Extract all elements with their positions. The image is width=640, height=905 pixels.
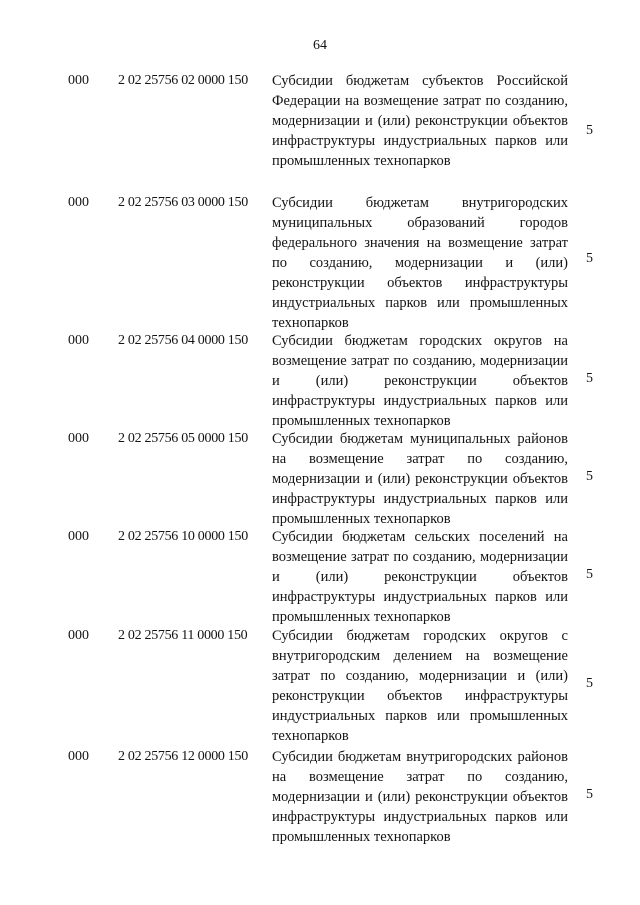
admin-code: 000 <box>68 628 89 643</box>
budget-classification-code: 2 02 25756 11 0000 150 <box>118 628 248 643</box>
income-description: Субсидии бюджетам субъектов Российской Федерации на возмещение затрат по созданию, модернизации и (или) реконструкции объектов инфраструктуры индустриальных парков или промышленных технопарков <box>272 73 568 169</box>
admin-code: 000 <box>68 195 89 210</box>
income-description: Субсидии бюджетам городских округов на возмещение затрат по созданию, модернизации и (или) реконструкции объектов инфраструктуры индустриальных парков или промышленных технопарков <box>272 333 568 429</box>
page-number: 64 <box>313 38 327 53</box>
income-description: Субсидии бюджетам внутригородских муниципальных образований городов федерального значения на возмещение затрат по созданию, модернизации и (или) реконструкции объектов инфраструктуры индустриальных парков или промышленных технопарков <box>272 195 568 331</box>
norm-value: 5 <box>586 676 593 691</box>
norm-value: 5 <box>586 469 593 484</box>
budget-classification-code: 2 02 25756 02 0000 150 <box>118 73 248 88</box>
norm-value: 5 <box>586 251 593 266</box>
admin-code: 000 <box>68 73 89 88</box>
budget-classification-code: 2 02 25756 10 0000 150 <box>118 529 248 544</box>
income-description: Субсидии бюджетам внутригородских районов на возмещение затрат по созданию, модернизации и (или) реконструкции объектов инфраструктуры индустриальных парков или промышленных технопарков <box>272 749 568 845</box>
admin-code: 000 <box>68 749 89 764</box>
admin-code: 000 <box>68 431 89 446</box>
admin-code: 000 <box>68 333 89 348</box>
norm-value: 5 <box>586 567 593 582</box>
norm-value: 5 <box>586 371 593 386</box>
income-description: Субсидии бюджетам муниципальных районов на возмещение затрат по созданию, модернизации и (или) реконструкции объектов инфраструктуры индустриальных парков или промышленных технопарков <box>272 431 568 527</box>
budget-classification-code: 2 02 25756 05 0000 150 <box>118 431 248 446</box>
income-description: Субсидии бюджетам городских округов с внутригородским делением на возмещение затрат по созданию, модернизации и (или) реконструкции объектов инфраструктуры индустриальных парков или промышленных технопарков <box>272 628 568 744</box>
budget-classification-code: 2 02 25756 04 0000 150 <box>118 333 248 348</box>
norm-value: 5 <box>586 787 593 802</box>
budget-classification-code: 2 02 25756 12 0000 150 <box>118 749 248 764</box>
budget-classification-code: 2 02 25756 03 0000 150 <box>118 195 248 210</box>
income-description: Субсидии бюджетам сельских поселений на возмещение затрат по созданию, модернизации и (или) реконструкции объектов инфраструктуры индустриальных парков или промышленных технопарков <box>272 529 568 625</box>
admin-code: 000 <box>68 529 89 544</box>
norm-value: 5 <box>586 123 593 138</box>
